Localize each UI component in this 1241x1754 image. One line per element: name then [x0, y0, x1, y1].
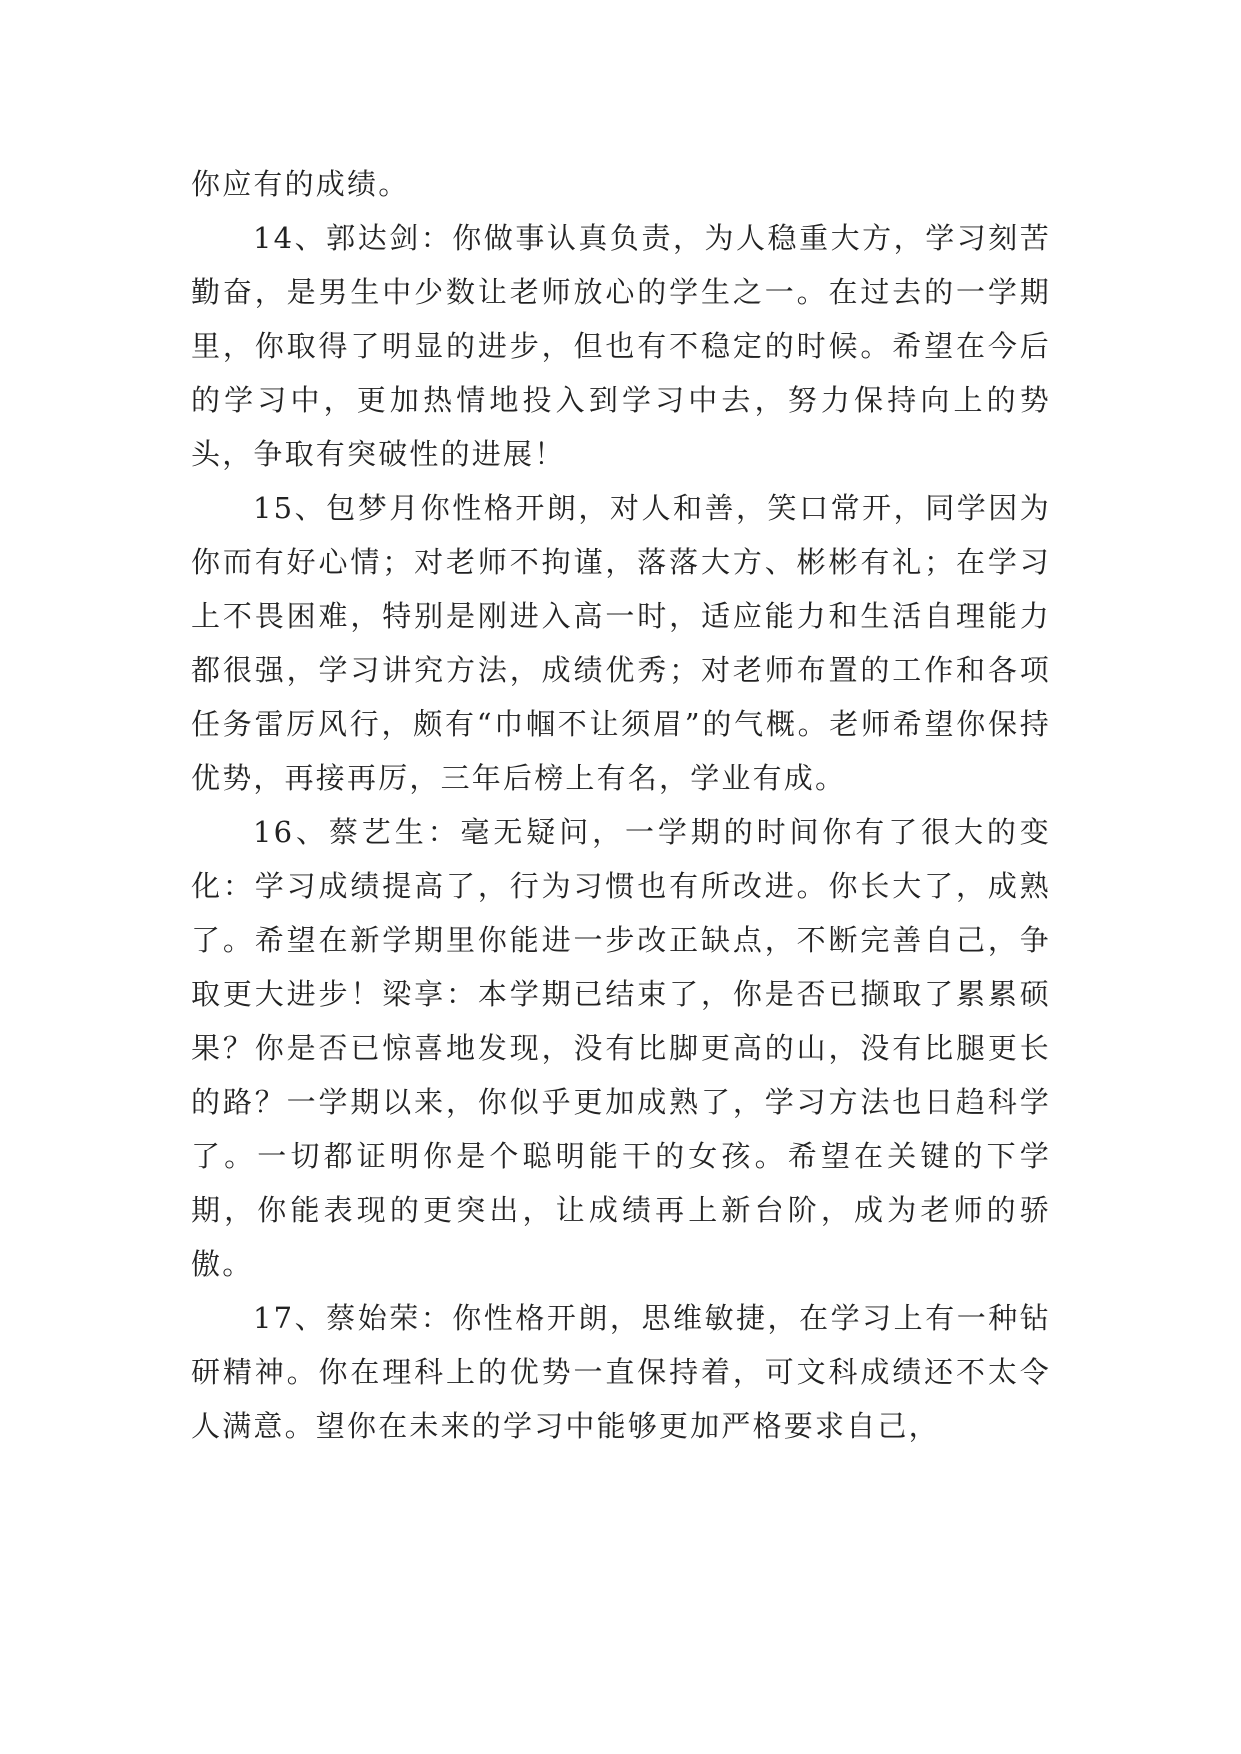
paragraph-15: 15、包梦月你性格开朗，对人和善，笑口常开，同学因为你而有好心情；对老师不拘谨，落落大方、彬彬有礼；在学习上不畏困难，特别是刚进入高一时，适应能力和生活自理能力都很强，学习讲究方法，成绩优秀；对老师布置的工作和各项任务雷厉风行，颇有“巾帼不让须眉”的气概。老师希望你保持优势，再接再厉，三年后榜上有名，学业有成。 — [191, 491, 1051, 795]
paragraph-14: 14、郭达剑：你做事认真负责，为人稳重大方，学习刻苦勤奋，是男生中少数让老师放心的学生之一。在过去的一学期里，你取得了明显的进步，但也有不稳定的时候。希望在今后的学习中，更加热情地投入到学习中去，努力保持向上的势头，争取有突破性的进展！ — [191, 221, 1051, 471]
document-body — [191, 157, 1051, 1453]
paragraph-16: 16、蔡艺生：毫无疑问，一学期的时间你有了很大的变化：学习成绩提高了，行为习惯也有所改进。你长大了，成熟了。希望在新学期里你能进一步改正缺点，不断完善自己，争取更大进步！梁享：本学期已结束了，你是否已撷取了累累硕果？你是否已惊喜地发现，没有比脚更高的山，没有比腿更长的路？一学期以来，你似乎更加成熟了，学习方法也日趋科学了。一切都证明你是个聪明能干的女孩。希望在关键的下学期，你能表现的更突出，让成绩再上新台阶，成为老师的骄傲。 — [191, 815, 1051, 1281]
paragraph-continuation: 你应有的成绩。 — [191, 167, 410, 201]
paragraph-17: 17、蔡始荣：你性格开朗，思维敏捷，在学习上有一种钻研精神。你在理科上的优势一直保持着，可文科成绩还不太令人满意。望你在未来的学习中能够更加严格要求自己， — [191, 1301, 1051, 1443]
